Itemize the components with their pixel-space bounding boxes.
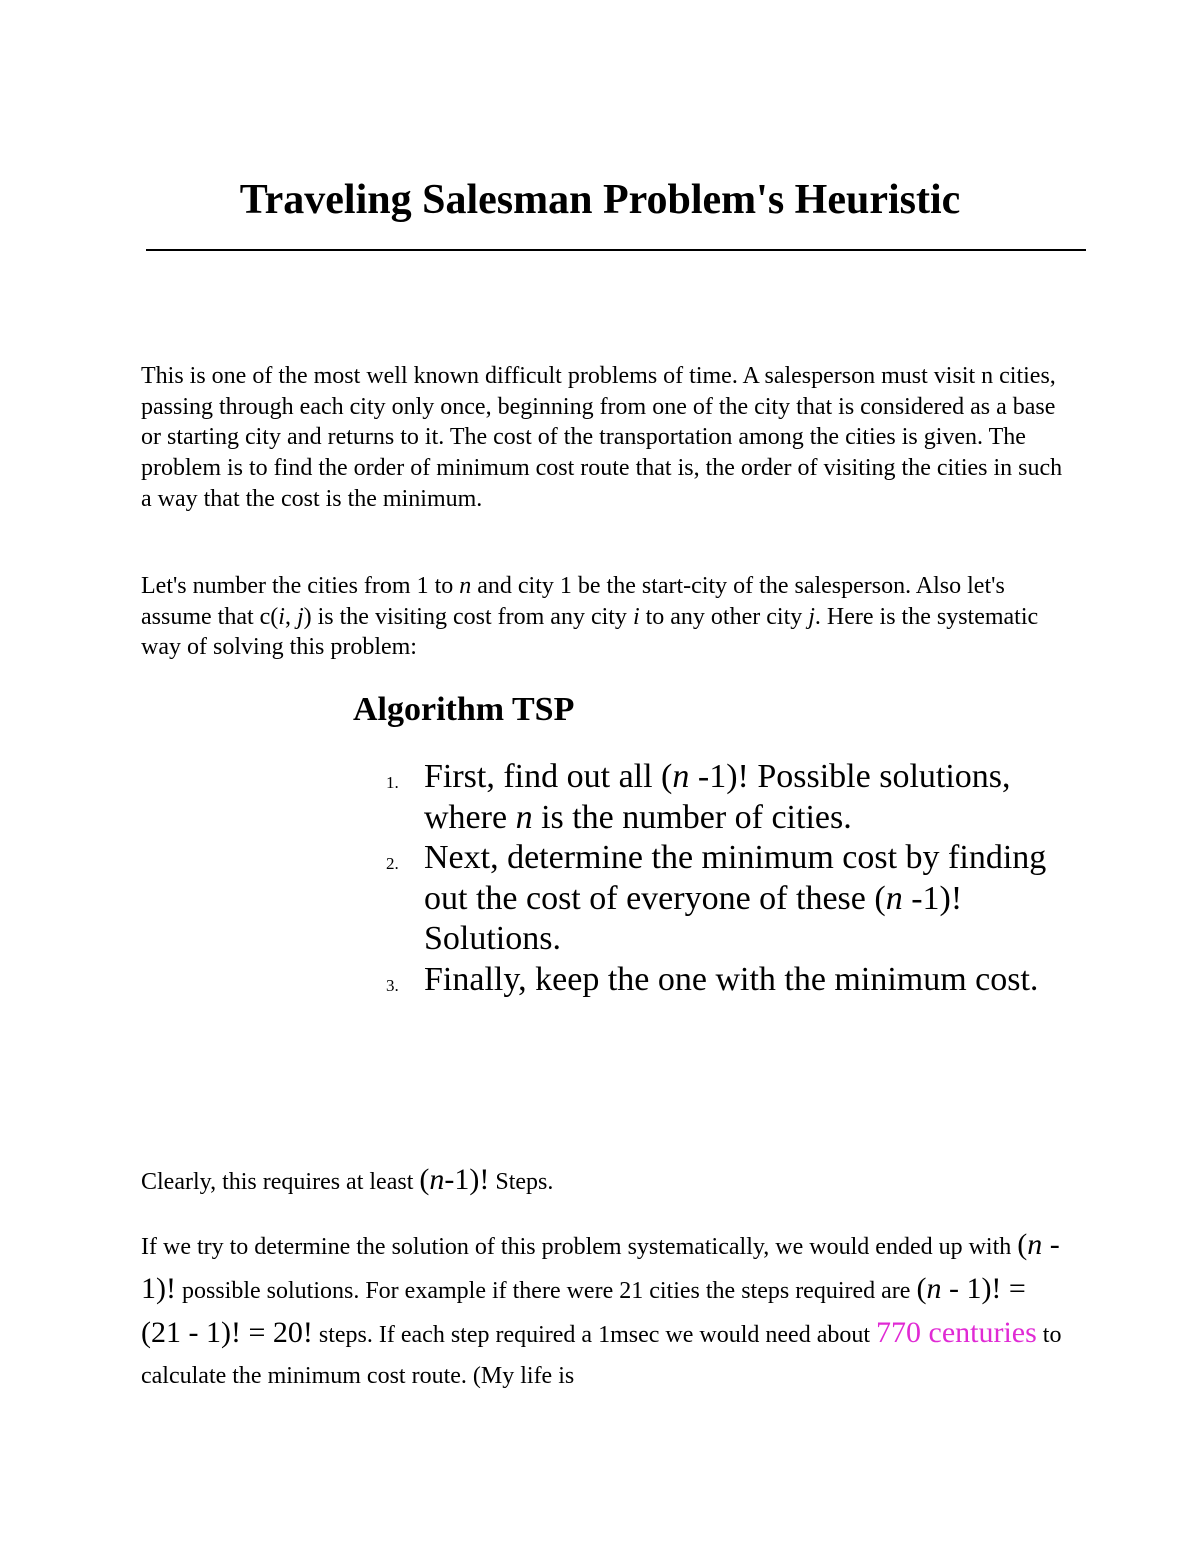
algorithm-title: Algorithm TSP	[353, 691, 575, 728]
algorithm-step: 3. Finally, keep the one with the minimum cost.	[386, 960, 1039, 998]
factorial-expression: (n-1)!	[419, 1163, 490, 1196]
highlighted-duration: 770 centuries	[876, 1316, 1037, 1349]
definition-paragraph: Let's number the cities from 1 to n and city 1 be the start-city of the salesperson. Also let's assume that c(i, j) is the visiting cost from any city i to any other city j. Here is the systematic way of solving this problem:	[141, 573, 1039, 661]
factorial-expression: (n - 1)!	[141, 1228, 1060, 1305]
page-title: Traveling Salesman Problem's Heuristic	[239, 177, 961, 223]
example-paragraph: If we try to determine the solution of this problem systematically, we would ended up with (n - 1)! possible solutions. For example if there were 21 cities the steps required are (n - 1)! = (21 - 1)! = 20! steps. If each step required a 1msec we would need about 770 centuries to calculate the minimum cost route. (My life is	[141, 1228, 1062, 1389]
algorithm-steps	[386, 757, 1066, 1000]
factorial-equation: (n - 1)! = (21 - 1)! = 20!	[141, 1272, 1026, 1349]
steps-paragraph: Clearly, this requires at least (n-1)! Steps.	[141, 1163, 554, 1196]
algorithm-step: 1. First, find out all (n -1)! Possible solutions, where n is the number of cities.	[386, 758, 1011, 836]
intro-paragraph: This is one of the most well known difficult problems of time. A salesperson must visit n cities, passing through each city only once, beginning from one of the city that is considered as a base or starting city and returns to it. The cost of the transportation among the cities is given. The problem is to find the order of minimum cost route that is, the order of visiting the cities in such a way that the cost is the minimum.	[141, 363, 1063, 512]
algorithm-step: 2. Next, determine the minimum cost by finding out the cost of everyone of these (n -1)! Solutions.	[386, 839, 1047, 957]
title-divider	[146, 249, 1086, 251]
